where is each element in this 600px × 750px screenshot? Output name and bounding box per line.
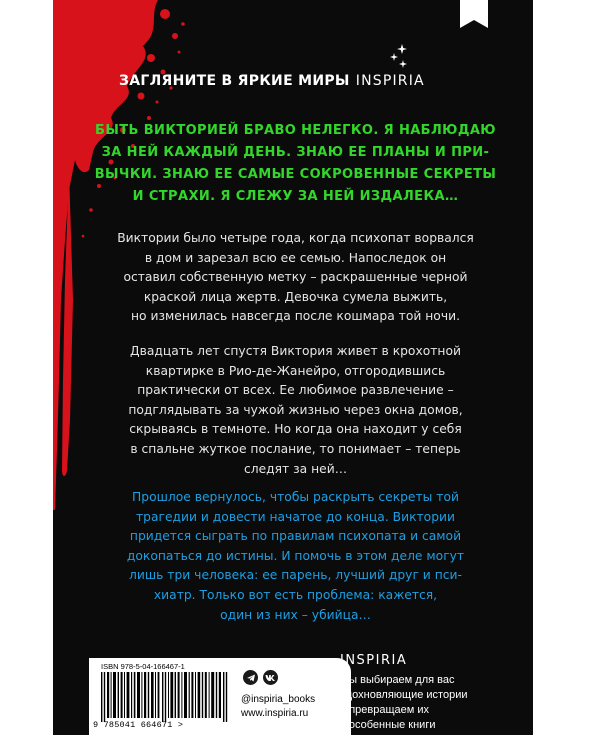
promo-brand: INSPIRIA bbox=[355, 73, 425, 89]
description-line: трагедии и довести начатое до конца. Виктории bbox=[135, 509, 455, 524]
barcode-image bbox=[101, 672, 231, 722]
description-paragraph-2 bbox=[88, 342, 503, 479]
description-line: краской лица жертв. Девочка сумела выжить, bbox=[143, 289, 448, 304]
description-line: Двадцать лет спустя Виктория живет в крохотной bbox=[130, 344, 461, 358]
description-line: придется сыграть по правилам психопата и самой bbox=[129, 529, 462, 544]
isbn-digits: 9 785041 664671 > bbox=[93, 720, 184, 730]
telegram-icon[interactable] bbox=[243, 670, 258, 685]
description-line: квартирке в Рио-де-Жанейро, отгородившись bbox=[145, 363, 446, 378]
social-links bbox=[243, 670, 278, 685]
description-line: следят за ней… bbox=[243, 461, 348, 476]
description-paragraph-1 bbox=[88, 229, 503, 327]
description-line: хиатр. Только вот есть проблема: кажется, bbox=[153, 587, 438, 602]
teaser-quote bbox=[88, 120, 503, 208]
description-line: практически от всех. Ее любимое развлечение – bbox=[137, 383, 454, 398]
description-line: в спальне жуткое послание, то понимает – теперь bbox=[130, 441, 461, 456]
description-line: лишь три человека: ее парень, лучший друг и пси- bbox=[129, 568, 462, 583]
description-line: докопаться до истины. И помочь в этом деле могут bbox=[126, 548, 465, 563]
promo-text: ЗАГЛЯНИТЕ В ЯРКИЕ МИРЫ bbox=[119, 73, 350, 89]
description-line: подглядывать за чужой жизнью через окна домов, bbox=[128, 402, 463, 417]
social-handle[interactable]: @inspiria_books bbox=[241, 694, 316, 705]
vk-icon[interactable] bbox=[263, 670, 278, 685]
website-link[interactable]: www.inspiria.ru bbox=[241, 708, 309, 719]
promo-heading bbox=[119, 73, 519, 89]
book-back-cover bbox=[53, 0, 533, 735]
barcode-panel bbox=[89, 658, 351, 735]
teaser-line: БЫТЬ ВИКТОРИЕЙ БРАВО НЕЛЕГКО. Я НАБЛЮДАЮ bbox=[95, 123, 496, 138]
bookmark-ribbon bbox=[53, 0, 533, 40]
slogan-line: в особенные книги bbox=[340, 719, 436, 731]
publisher-logo: INSPIRIA bbox=[340, 653, 408, 668]
description-line: но изменилась навсегда после кошмара той ночи. bbox=[131, 309, 460, 324]
description-line: скрываясь в темноте. Но когда она находит у себя bbox=[129, 422, 462, 437]
slogan-line: вдохновляющие истории bbox=[340, 689, 468, 701]
description-line: Прошлое вернулось, чтобы раскрыть секреты той bbox=[132, 490, 459, 504]
teaser-line: ВЫЧКИ. ЗНАЮ ЕЕ САМЫЕ СОКРОВЕННЫЕ СЕКРЕТЫ bbox=[94, 167, 497, 182]
description-line: оставил собственную метку – раскрашенные черной bbox=[123, 270, 468, 285]
description-line: в дом и зарезал всю ее семью. Напоследок он bbox=[144, 250, 447, 265]
description-line: Виктории было четыре года, когда психопат ворвался bbox=[117, 231, 474, 245]
description-paragraph-3 bbox=[88, 488, 503, 625]
publisher-slogan bbox=[340, 673, 480, 733]
sparkle-icon bbox=[389, 44, 409, 70]
slogan-line: Мы выбираем для вас bbox=[340, 674, 455, 686]
isbn-label: ISBN 978-5-04-166467-1 bbox=[101, 662, 185, 671]
teaser-line: ЗА НЕЙ КАЖДЫЙ ДЕНЬ. ЗНАЮ ЕЕ ПЛАНЫ И ПРИ- bbox=[101, 145, 490, 160]
slogan-line: и превращаем их bbox=[340, 704, 430, 716]
teaser-line: И СТРАХИ. Я СЛЕЖУ ЗА НЕЙ ИЗДАЛЕКА… bbox=[132, 189, 459, 204]
description-line: один из них – убийца… bbox=[220, 607, 371, 622]
